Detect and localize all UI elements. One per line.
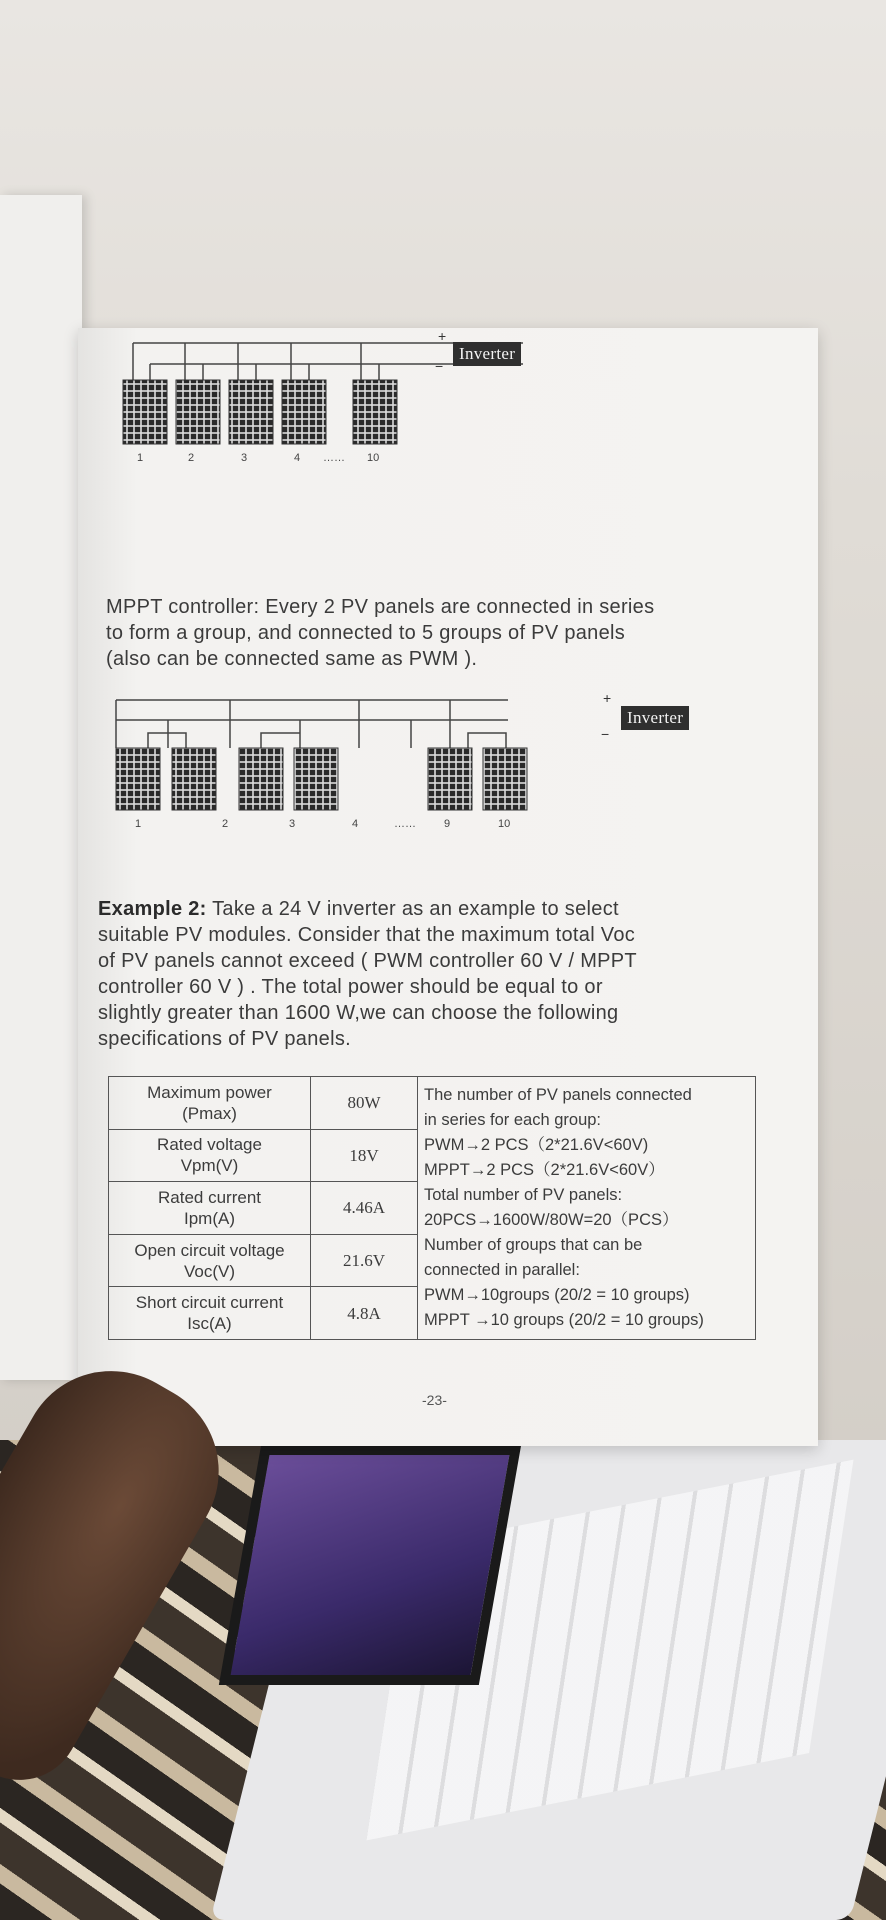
note-line: The number of PV panels connected	[424, 1086, 692, 1104]
text-span: Take a 24 V inverter as an example to select	[212, 898, 619, 920]
spec-value: 4.46A	[311, 1182, 418, 1235]
ellipsis: ……	[323, 452, 345, 464]
page-number: -23-	[422, 1392, 447, 1408]
spec-name: Open circuit voltage Voc(V)	[109, 1234, 311, 1287]
mppt-wiring-diagram	[78, 328, 818, 888]
panel-number: 3	[241, 452, 248, 464]
note-line: Total number of PV panels:	[424, 1186, 623, 1204]
table-row	[109, 1077, 756, 1130]
pv-panel-series-groups	[116, 748, 527, 810]
calculation-notes	[418, 1077, 756, 1340]
panel-number: 1	[137, 452, 144, 464]
text-line: MPPT controller: Every 2 PV panels are connected in series	[106, 596, 655, 618]
example-heading: Example 2:	[98, 898, 207, 920]
minus-sign: −	[435, 358, 444, 374]
panel-number: 10	[498, 818, 511, 830]
manual-page	[78, 328, 818, 1446]
note-line: 20PCS→1600W/80W=20（PCS）	[424, 1211, 679, 1229]
spec-value: 80W	[311, 1077, 418, 1130]
text-line: slightly greater than 1600 W,we can choose the following	[98, 1002, 619, 1024]
plus-sign: +	[438, 328, 447, 344]
spec-name: Maximum power (Pmax)	[109, 1077, 311, 1130]
panel-number: 9	[444, 818, 451, 830]
spec-value: 4.8A	[311, 1287, 418, 1340]
text-line: suitable PV modules. Consider that the maximum total Voc	[98, 924, 636, 946]
inverter-label: Inverter	[453, 342, 521, 366]
panel-number: 2	[188, 452, 195, 464]
pv-spec-table	[108, 1076, 756, 1340]
note-line: MPPT→2 PCS（2*21.6V<60V）	[424, 1161, 665, 1179]
spec-name: Short circuit current Isc(A)	[109, 1287, 311, 1340]
note-line: MPPT →10 groups (20/2 = 10 groups)	[424, 1311, 704, 1329]
minus-sign: −	[601, 726, 610, 742]
background-laptop-screen	[219, 1445, 521, 1685]
plus-sign: +	[603, 690, 612, 706]
spec-value: 21.6V	[311, 1234, 418, 1287]
panel-number: 3	[289, 818, 296, 830]
ellipsis: ……	[394, 818, 416, 830]
note-line: in series for each group:	[424, 1111, 602, 1129]
example-paragraph	[98, 896, 637, 1052]
inverter-label: Inverter	[621, 706, 689, 730]
text-line: (also can be connected same as PWM ).	[106, 648, 478, 670]
text-line: of PV panels cannot exceed ( PWM controller 60 V / MPPT	[98, 950, 637, 972]
note-line: PWM→2 PCS（2*21.6V<60V)	[424, 1136, 649, 1154]
panel-number: 2	[222, 818, 229, 830]
panel-number: 4	[352, 818, 359, 830]
panel-number: 10	[367, 452, 380, 464]
note-line: Number of groups that can be	[424, 1236, 643, 1254]
note-line: connected in parallel:	[424, 1261, 580, 1279]
text-line: controller 60 V ) . The total power should be equal to or	[98, 976, 603, 998]
panel-number: 1	[135, 818, 142, 830]
spec-name: Rated current Ipm(A)	[109, 1182, 311, 1235]
left-page	[0, 195, 82, 1380]
panel-number: 4	[294, 452, 301, 464]
text-line: to form a group, and connected to 5 groups of PV panels	[106, 622, 626, 644]
spec-name: Rated voltage Vpm(V)	[109, 1129, 311, 1182]
spec-value: 18V	[311, 1129, 418, 1182]
text-line: specifications of PV panels.	[98, 1028, 351, 1050]
note-line: PWM→10groups (20/2 = 10 groups)	[424, 1286, 690, 1304]
text-line	[98, 896, 637, 922]
